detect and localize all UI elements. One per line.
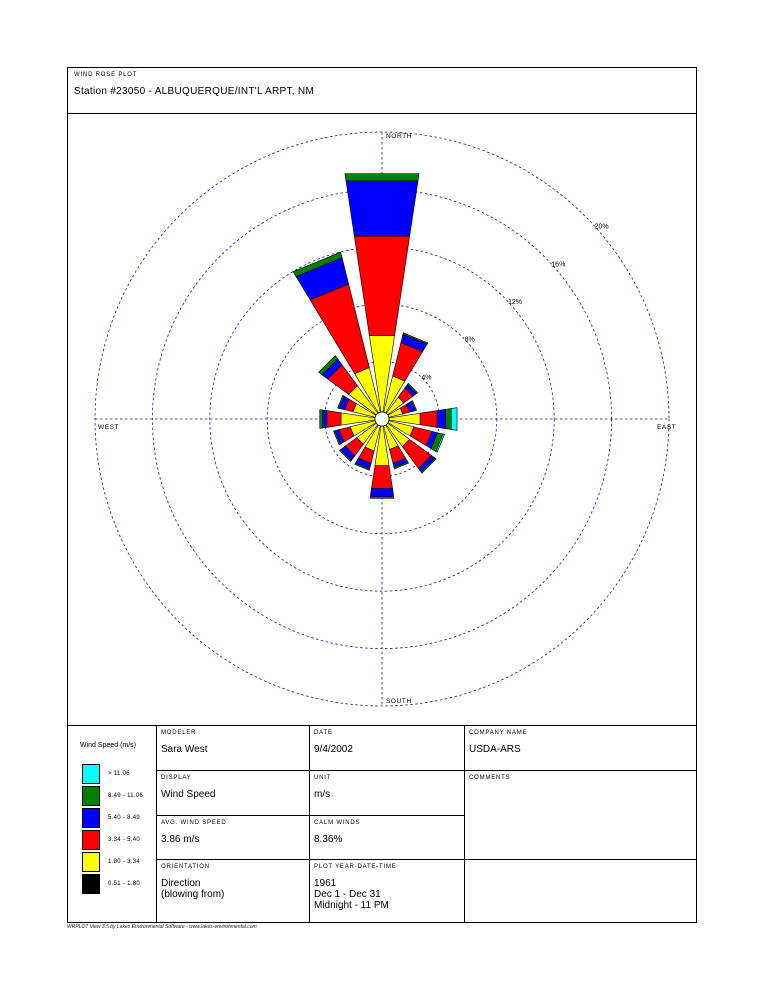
station-title: Station #23050 - ALBUQUERQUE/INT'L ARPT, NM	[74, 86, 315, 97]
info-panel	[68, 725, 696, 923]
legend-swatch	[82, 786, 100, 806]
petal-S	[372, 466, 393, 489]
orientation-line-2: (blowing from)	[161, 889, 225, 900]
company-label: COMPANY NAME	[469, 730, 528, 736]
legend-swatch	[82, 808, 100, 828]
plot-hours: Midnight - 11 PM	[314, 900, 389, 911]
unit-label: UNIT	[314, 775, 332, 781]
petal-S	[370, 488, 394, 497]
orientation-label: ORIENTATION	[161, 864, 210, 870]
ring-label: 4%	[421, 374, 432, 382]
unit-cell	[310, 771, 464, 815]
avg-speed-label: AVG. WIND SPEED	[161, 820, 227, 826]
display-label: DISPLAY	[161, 775, 192, 781]
petal-N	[345, 174, 419, 181]
display-value: Wind Speed	[161, 789, 216, 800]
display-cell	[157, 771, 309, 815]
petal-E	[437, 409, 446, 428]
petal-E	[420, 411, 437, 428]
petal-E	[451, 408, 457, 431]
legend-swatch	[82, 830, 100, 850]
calm-winds-cell	[310, 816, 464, 859]
legend-label: 8.49 - 11.06	[108, 793, 144, 799]
plot-dates: Dec 1 - Dec 31	[314, 889, 381, 900]
header-label: WIND ROSE PLOT	[74, 72, 138, 78]
petal-S	[370, 497, 394, 498]
modeler-cell	[157, 726, 309, 770]
modeler-value: Sara West	[161, 744, 208, 755]
label-east: EAST	[657, 424, 677, 431]
legend-swatch	[82, 852, 100, 872]
footer-credit: WRPLOT View 3.5 by Lakes Environmental Software - www.lakes-environmental.com	[67, 924, 257, 930]
date-cell	[310, 726, 464, 770]
legend-label: > 11.06	[108, 771, 130, 777]
avg-speed-cell	[157, 816, 309, 859]
plot-time-cell	[310, 860, 464, 923]
date-value: 9/4/2002	[314, 744, 353, 755]
ring-label: 16%	[551, 261, 566, 269]
legend-title: Wind Speed (m/s)	[80, 742, 137, 749]
petal-W	[323, 410, 327, 428]
header	[68, 68, 696, 114]
label-north: NORTH	[386, 133, 412, 140]
petal-W	[320, 410, 323, 429]
calm-circle	[375, 412, 389, 426]
legend-swatch	[82, 764, 100, 784]
label-south: SOUTH	[386, 698, 412, 705]
ring-label: 20%	[594, 223, 609, 231]
petal-N	[346, 181, 418, 236]
plot-time-value	[314, 878, 389, 911]
calm-winds-value: 8.36%	[314, 834, 343, 845]
avg-speed-value: 3.86 m/s	[161, 834, 200, 845]
legend-label: 1.80 - 3.34	[108, 859, 140, 865]
comments-cell	[465, 771, 696, 859]
calm-winds-label: CALM WINDS	[314, 820, 361, 826]
wind-rose-plot	[68, 113, 696, 725]
unit-value: m/s	[314, 789, 331, 800]
orientation-line-1: Direction	[161, 878, 201, 889]
report-frame	[67, 67, 697, 923]
petal-W	[327, 411, 341, 428]
plot-time-label: PLOT YEAR-DATE-TIME	[314, 864, 397, 870]
orientation-cell	[157, 860, 309, 923]
petal-NNW	[310, 284, 369, 374]
modeler-label: MODELER	[161, 730, 197, 736]
plot-year: 1961	[314, 878, 337, 889]
ring-label: 8%	[464, 336, 475, 344]
comments-label: COMMENTS	[469, 775, 511, 781]
legend-label: 3.34 - 5.40	[108, 837, 140, 843]
petal-E	[446, 409, 452, 430]
wind-rose-svg	[68, 113, 696, 725]
petal-N	[354, 236, 409, 335]
legend-label: 0.51 - 1.80	[108, 881, 140, 887]
company-value: USDA-ARS	[469, 744, 521, 755]
label-west: WEST	[98, 424, 120, 431]
legend-label: 5.40 - 8.49	[108, 815, 140, 821]
legend	[68, 726, 156, 923]
orientation-value	[161, 878, 224, 900]
company-cell	[465, 726, 696, 770]
date-label: DATE	[314, 730, 333, 736]
ring-label: 12%	[507, 299, 522, 307]
legend-swatch	[82, 874, 100, 894]
